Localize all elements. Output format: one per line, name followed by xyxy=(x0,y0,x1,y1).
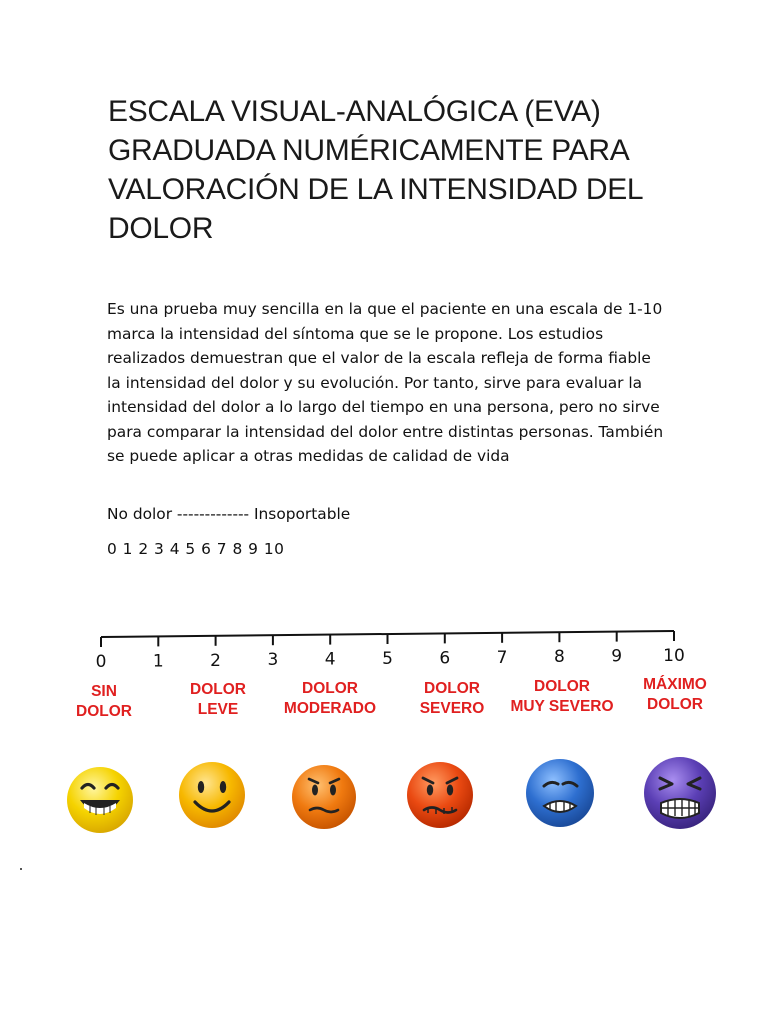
tick-label: 10 xyxy=(663,646,685,666)
tick-label: 8 xyxy=(553,647,565,668)
category-label xyxy=(76,683,132,720)
tick-label: 0 xyxy=(95,652,107,672)
scale-range-text: No dolor ------------- Insoportable xyxy=(107,505,351,523)
category-label-line: DOLOR xyxy=(190,681,246,698)
category-label-line: MÁXIMO xyxy=(643,676,707,693)
pain-scale-svg xyxy=(60,610,740,870)
category-label xyxy=(190,681,246,718)
scale-numbers-text: 0 1 2 3 4 5 6 7 8 9 10 xyxy=(107,540,285,558)
tick-label: 9 xyxy=(611,646,623,667)
pain-scale-figure xyxy=(60,610,740,870)
category-label xyxy=(420,680,485,717)
scale-ticks xyxy=(96,631,685,672)
category-label xyxy=(284,680,376,717)
category-label-line: SEVERO xyxy=(419,700,485,717)
category-label-line: SIN xyxy=(91,683,117,700)
description-paragraph: Es una prueba muy sencilla en la que el paciente en una escala de 1-10 marca la intensidad del síntoma que se le propone. Los estudios realizados demuestran que el valor de la escala refleja de forma fiable la intensidad del dolor y su evolución. Por tanto, sirve para evaluar la intensidad del dolor a lo largo del tiempo en una persona, pero no sirve para comparar la intensidad del dolor entre distintas personas. También se puede aplicar a otras medidas de calidad de vida xyxy=(107,300,664,465)
face-maximo-dolor xyxy=(644,757,716,829)
title-line: ESCALA VISUAL-ANALÓGICA (EVA) xyxy=(108,95,601,128)
category-label-line: DOLOR xyxy=(424,680,480,697)
face-dolor-moderado xyxy=(292,765,356,829)
title-line: DOLOR xyxy=(108,212,214,245)
category-label xyxy=(510,678,613,715)
face-dolor-muy-severo xyxy=(526,759,594,827)
category-label-line: DOLOR xyxy=(647,696,703,713)
tick-label: 7 xyxy=(496,647,508,668)
category-label-line: LEVE xyxy=(197,701,239,718)
tick-label: 5 xyxy=(382,649,393,669)
tick-label: 3 xyxy=(267,650,279,671)
title-line: GRADUADA NUMÉRICAMENTE PARA xyxy=(108,134,630,167)
category-label-line: DOLOR xyxy=(302,680,358,697)
face-sin-dolor xyxy=(67,767,133,833)
document-title xyxy=(108,92,668,248)
category-label-line: MUY SEVERO xyxy=(510,698,614,715)
scan-speck xyxy=(20,868,22,870)
category-label-line: DOLOR xyxy=(534,678,590,695)
tick-label: 6 xyxy=(439,648,451,669)
scale-category-labels xyxy=(76,676,707,720)
title-line: VALORACIÓN DE LA INTENSIDAD DEL xyxy=(108,173,644,206)
category-label xyxy=(643,676,707,713)
face-dolor-severo xyxy=(407,762,473,828)
category-label-line: DOLOR xyxy=(76,703,132,720)
tick-label: 2 xyxy=(210,650,222,671)
category-label-line: MODERADO xyxy=(283,700,377,717)
tick-label: 1 xyxy=(152,651,164,672)
face-dolor-leve xyxy=(179,762,245,828)
tick-label: 4 xyxy=(324,649,336,670)
